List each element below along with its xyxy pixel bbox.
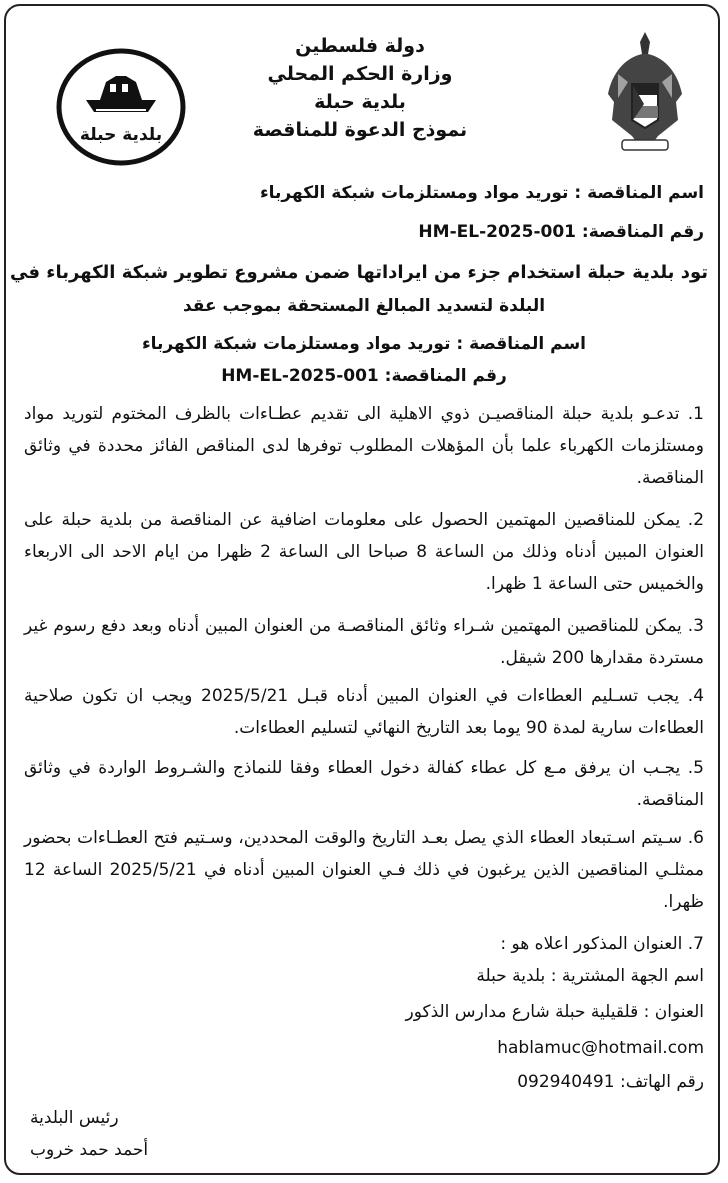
- tender-intro-line1: تود بلدية حبلة استخدام جزء من ايراداتها ضمن مشروع تطوير شبكة الكهرباء في: [10, 262, 708, 283]
- tender-intro-line2: البلدة لتسديد المبالغ المستحقة بموجب عقد: [182, 296, 546, 316]
- email-value: hablamuc@hotmail.com: [497, 1038, 704, 1058]
- form-title: نموذج الدعوة للمناقصة: [252, 119, 468, 141]
- tender-name: اسم المناقصة : توريد مواد ومستلزمات شبكة الكهرباء: [259, 183, 704, 203]
- municipality-name: بلدية حبلة: [314, 91, 406, 113]
- ministry-name: وزارة الحكم المحلي: [267, 63, 453, 85]
- phone-label: رقم الهاتف:: [619, 1072, 704, 1092]
- municipality-seal-icon: [56, 48, 186, 166]
- signature-title: رئيس البلدية: [30, 1108, 119, 1128]
- state-name: دولة فلسطين: [295, 35, 425, 57]
- tender-name-repeat: اسم المناقصة : توريد مواد ومستلزمات شبكة الكهرباء: [141, 334, 587, 354]
- phone: [517, 1072, 704, 1092]
- tender-number-repeat: رقم المناقصة: HM-EL-2025-001: [221, 366, 507, 386]
- letterhead: [250, 32, 470, 144]
- phone-value: 092940491: [517, 1072, 615, 1092]
- list-item: 4. يجب تسـليم العطاءات في العنوان المبين أدناه قبـل 2025/5/21 ويجب ان تكون صلاحية العطاءات سارية لمدة 90 يوما بعد التاريخ النهائي لتسليم العطاءات.: [24, 686, 705, 738]
- list-item: 2. يمكن للمناقصين المهتمين الحصول على معلومات اضافية عن المناقصة من بلدية حبلة على العنوان المبين أدناه وذلك من الساعة 8 صباحا الى الساعة 2 ظهرا من ايام الاحد الى الاربعاء والخميس حتى الساعة 1 ظهرا.: [24, 510, 705, 594]
- seal-text: بلدية حبلة: [79, 125, 163, 145]
- palestine-emblem-icon: [604, 24, 686, 156]
- buyer-name: اسم الجهة المشترية : بلدية حبلة: [476, 966, 704, 986]
- signature-name: أحمد حمد خروب: [30, 1140, 149, 1160]
- address-text: العنوان : قلقيلية حبلة شارع مدارس الذكور: [405, 1002, 704, 1022]
- list-item: 5. يجـب ان يرفق مـع كل عطاء كفالة دخول العطاء وفقا للنماذج والشـروط الواردة في وثائق المناقصة.: [24, 758, 704, 810]
- tender-number: رقم المناقصة: HM-EL-2025-001: [418, 222, 704, 242]
- list-item: 6. سـيتم اسـتبعاد العطاء الذي يصل بعـد التاريخ والوقت المحددين، وسـتيم فتح العطـاءات بحضور ممثلـي المناقصين الذين يرغبون في ذلك فـي العنوان المبين أدناه في 2025/5/21 الساعة 12 ظهرا.: [24, 828, 704, 912]
- email: [497, 1038, 704, 1058]
- list-item: 1. تدعـو بلدية حبلة المناقصيـن ذوي الاهلية الى تقديم عطـاءات بالظرف المختوم لتوريد مواد ومستلزمات الكهرباء علما بأن المؤهلات المطلوب توفرها لدى المناقص الفائز محددة في وثائق المناقصة.: [24, 404, 704, 488]
- list-item: 3. يمكن للمناقصين المهتمين شـراء وثائق المناقصـة من العنوان المبين أدناه وبعد دفع رسوم غير مستردة مقدارها 200 شيقل.: [24, 616, 704, 668]
- list-item: 7. العنوان المذكور اعلاه هو :: [500, 934, 704, 954]
